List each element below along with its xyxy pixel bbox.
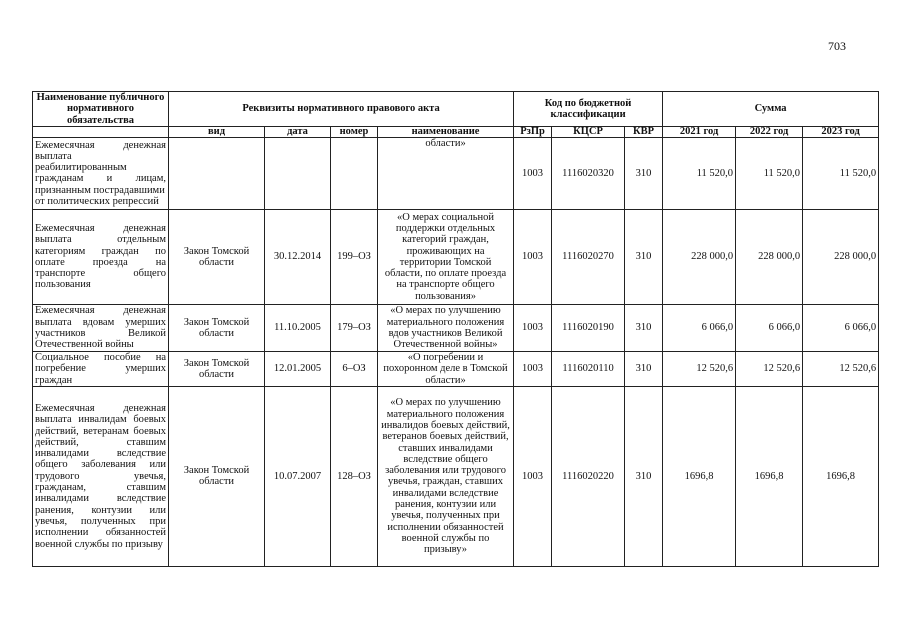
act-type [169, 137, 265, 209]
obligation-name: Ежемесячная денежная выплата инвалидам боевых действий, ветеранам боевых действий, ставшим инвалидами вследствие общего заболевания или трудового увечья, гражданам, ставшим инвалидами вследствие ранения, контузии или увечья, полученных при исполнении обязанностей военной службы по призыву [33, 386, 169, 566]
sum-2023: 12 520,6 [803, 351, 879, 386]
sum-2021: 11 520,0 [663, 137, 736, 209]
sum-2023: 1696,8 [803, 386, 879, 566]
act-name: «О мерах по улучшению материального положения инвалидов боевых действий, ветеранов боевых действий, ставших инвалидами вследствие общего заболевания или трудового увечья, граждан, ставших инвалидами вследствие ранения, контузии или увечья, полученных при исполнении обязанностей военной службы по призыву» [378, 386, 514, 566]
sum-2022: 11 520,0 [736, 137, 803, 209]
act-type: Закон Томской области [169, 209, 265, 304]
page-number: 703 [828, 39, 846, 53]
header-rzpr: РзПр [514, 126, 552, 137]
sum-2021: 228 000,0 [663, 209, 736, 304]
act-date: 11.10.2005 [265, 304, 331, 351]
header-2021: 2021 год [663, 126, 736, 137]
sum-2023: 6 066,0 [803, 304, 879, 351]
sum-2021: 1696,8 [663, 386, 736, 566]
act-number: 179–ОЗ [331, 304, 378, 351]
header-kcsr: КЦСР [552, 126, 625, 137]
rzpr-code: 1003 [514, 137, 552, 209]
header-kvr: КВР [625, 126, 663, 137]
sum-2023: 228 000,0 [803, 209, 879, 304]
kvr-code: 310 [625, 209, 663, 304]
kvr-code: 310 [625, 386, 663, 566]
rzpr-code: 1003 [514, 209, 552, 304]
header-2022: 2022 год [736, 126, 803, 137]
table-row [33, 209, 879, 304]
act-date: 10.07.2007 [265, 386, 331, 566]
sum-2022: 228 000,0 [736, 209, 803, 304]
header-name: Наименование публичного нормативного обязательства [33, 92, 169, 127]
header-requisites: Реквизиты нормативного правового акта [169, 92, 514, 127]
act-number: 128–ОЗ [331, 386, 378, 566]
header-date: дата [265, 126, 331, 137]
obligation-name: Ежемесячная денежная выплата отдельным категориям граждан по оплате проезда на транспорте общего пользования [33, 209, 169, 304]
kcsr-code: 1116020190 [552, 304, 625, 351]
kcsr-code: 1116020220 [552, 386, 625, 566]
sum-2023: 11 520,0 [803, 137, 879, 209]
act-name: «О мерах по улучшению материального положения вдов участников Великой Отечественной войны» [378, 304, 514, 351]
kcsr-code: 1116020110 [552, 351, 625, 386]
rzpr-code: 1003 [514, 351, 552, 386]
kcsr-code: 1116020270 [552, 209, 625, 304]
header-name-continued [33, 126, 169, 137]
table-row [33, 351, 879, 386]
act-type: Закон Томской области [169, 351, 265, 386]
obligation-name: Социальное пособие на погребение умерших граждан [33, 351, 169, 386]
header-budget-code: Код по бюджетной классификации [514, 92, 663, 127]
kvr-code: 310 [625, 351, 663, 386]
obligation-name: Ежемесячная денежная выплата вдовам умерших участников Великой Отечественной войны [33, 304, 169, 351]
act-name: области» [378, 137, 514, 209]
header-2023: 2023 год [803, 126, 879, 137]
act-date: 30.12.2014 [265, 209, 331, 304]
table-row [33, 137, 879, 209]
sum-2022: 12 520,6 [736, 351, 803, 386]
kvr-code: 310 [625, 137, 663, 209]
act-date [265, 137, 331, 209]
header-vid: вид [169, 126, 265, 137]
act-type: Закон Томской области [169, 304, 265, 351]
sum-2021: 6 066,0 [663, 304, 736, 351]
act-date: 12.01.2005 [265, 351, 331, 386]
act-name: «О погребении и похоронном деле в Томской области» [378, 351, 514, 386]
header-sum: Сумма [663, 92, 879, 127]
budget-obligations-table [32, 91, 879, 567]
sum-2022: 6 066,0 [736, 304, 803, 351]
sum-2021: 12 520,6 [663, 351, 736, 386]
rzpr-code: 1003 [514, 304, 552, 351]
table-row [33, 304, 879, 351]
act-number [331, 137, 378, 209]
sum-2022: 1696,8 [736, 386, 803, 566]
kvr-code: 310 [625, 304, 663, 351]
header-act-name: наименование [378, 126, 514, 137]
act-number: 199–ОЗ [331, 209, 378, 304]
act-type: Закон Томской области [169, 386, 265, 566]
kcsr-code: 1116020320 [552, 137, 625, 209]
obligation-name: Ежемесячная денежная выплата реабилитированным гражданам и лицам, признанным пострадавшими от политических репрессий [33, 137, 169, 209]
header-number: номер [331, 126, 378, 137]
act-number: 6–ОЗ [331, 351, 378, 386]
act-name: «О мерах социальной поддержки отдельных категорий граждан, проживающих на территории Томской области, по оплате проезда на транспорте общего пользования» [378, 209, 514, 304]
table-row [33, 386, 879, 566]
rzpr-code: 1003 [514, 386, 552, 566]
